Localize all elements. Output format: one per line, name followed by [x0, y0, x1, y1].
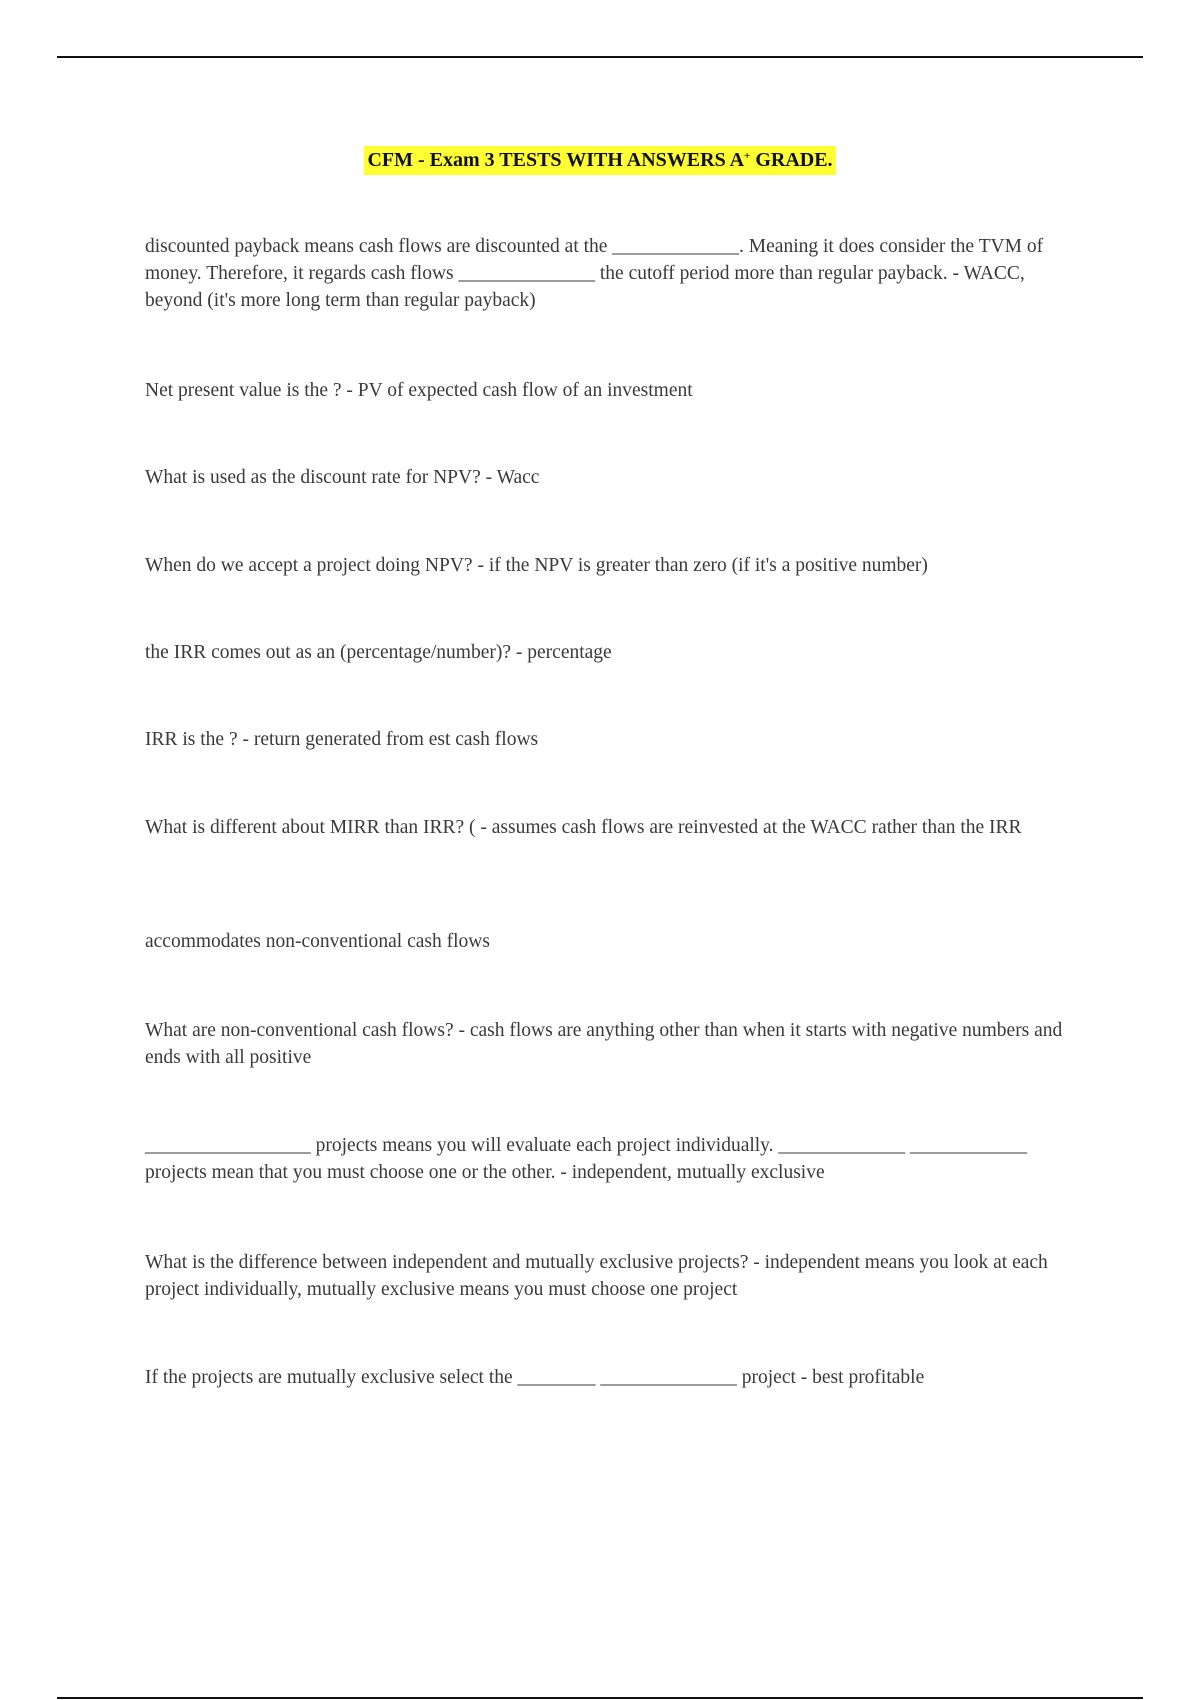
top-rule	[57, 56, 1143, 58]
title-suffix: GRADE.	[750, 149, 833, 171]
title-text: CFM - Exam 3 TESTS WITH ANSWERS A	[367, 149, 745, 171]
title-container	[0, 146, 1200, 175]
bottom-rule	[57, 1697, 1143, 1699]
qa-item-9: What are non-conventional cash flows? - cash flows are anything other than when it starts with negative numbers and ends with all positive	[145, 1020, 1063, 1068]
qa-item-11: What is the difference between independent and mutually exclusive projects? - independent means you look at each project individually, mutually exclusive means you must choose one project	[145, 1252, 1048, 1300]
qa-item-10: _________________ projects means you will evaluate each project individually. _____________ ____________ projects mean that you must choose one or the other. - independent, mutually exclusive	[145, 1135, 1028, 1183]
qa-item-8: accommodates non-conventional cash flows	[145, 931, 490, 952]
qa-item-1: discounted payback means cash flows are discounted at the _____________. Meaning it does consider the TVM of money. Therefore, it regards cash flows ______________ the cutoff period more than regular payback. - WACC, beyond (it's more long term than regular payback)	[145, 236, 1044, 311]
title-superscript: +	[744, 150, 751, 162]
qa-item-4: When do we accept a project doing NPV? - if the NPV is greater than zero (if it's a positive number)	[145, 555, 928, 576]
qa-item-5: the IRR comes out as an (percentage/number)? - percentage	[145, 642, 612, 663]
qa-item-2: Net present value is the ? - PV of expected cash flow of an investment	[145, 380, 693, 401]
qa-item-12: If the projects are mutually exclusive select the ________ ______________ project - best profitable	[145, 1367, 925, 1388]
document-title	[364, 146, 835, 175]
qa-item-7: What is different about MIRR than IRR? ( - assumes cash flows are reinvested at the WACC rather than the IRR	[145, 817, 1022, 838]
qa-item-6: IRR is the ? - return generated from est cash flows	[145, 729, 539, 750]
qa-item-3: What is used as the discount rate for NPV? - Wacc	[145, 467, 540, 488]
